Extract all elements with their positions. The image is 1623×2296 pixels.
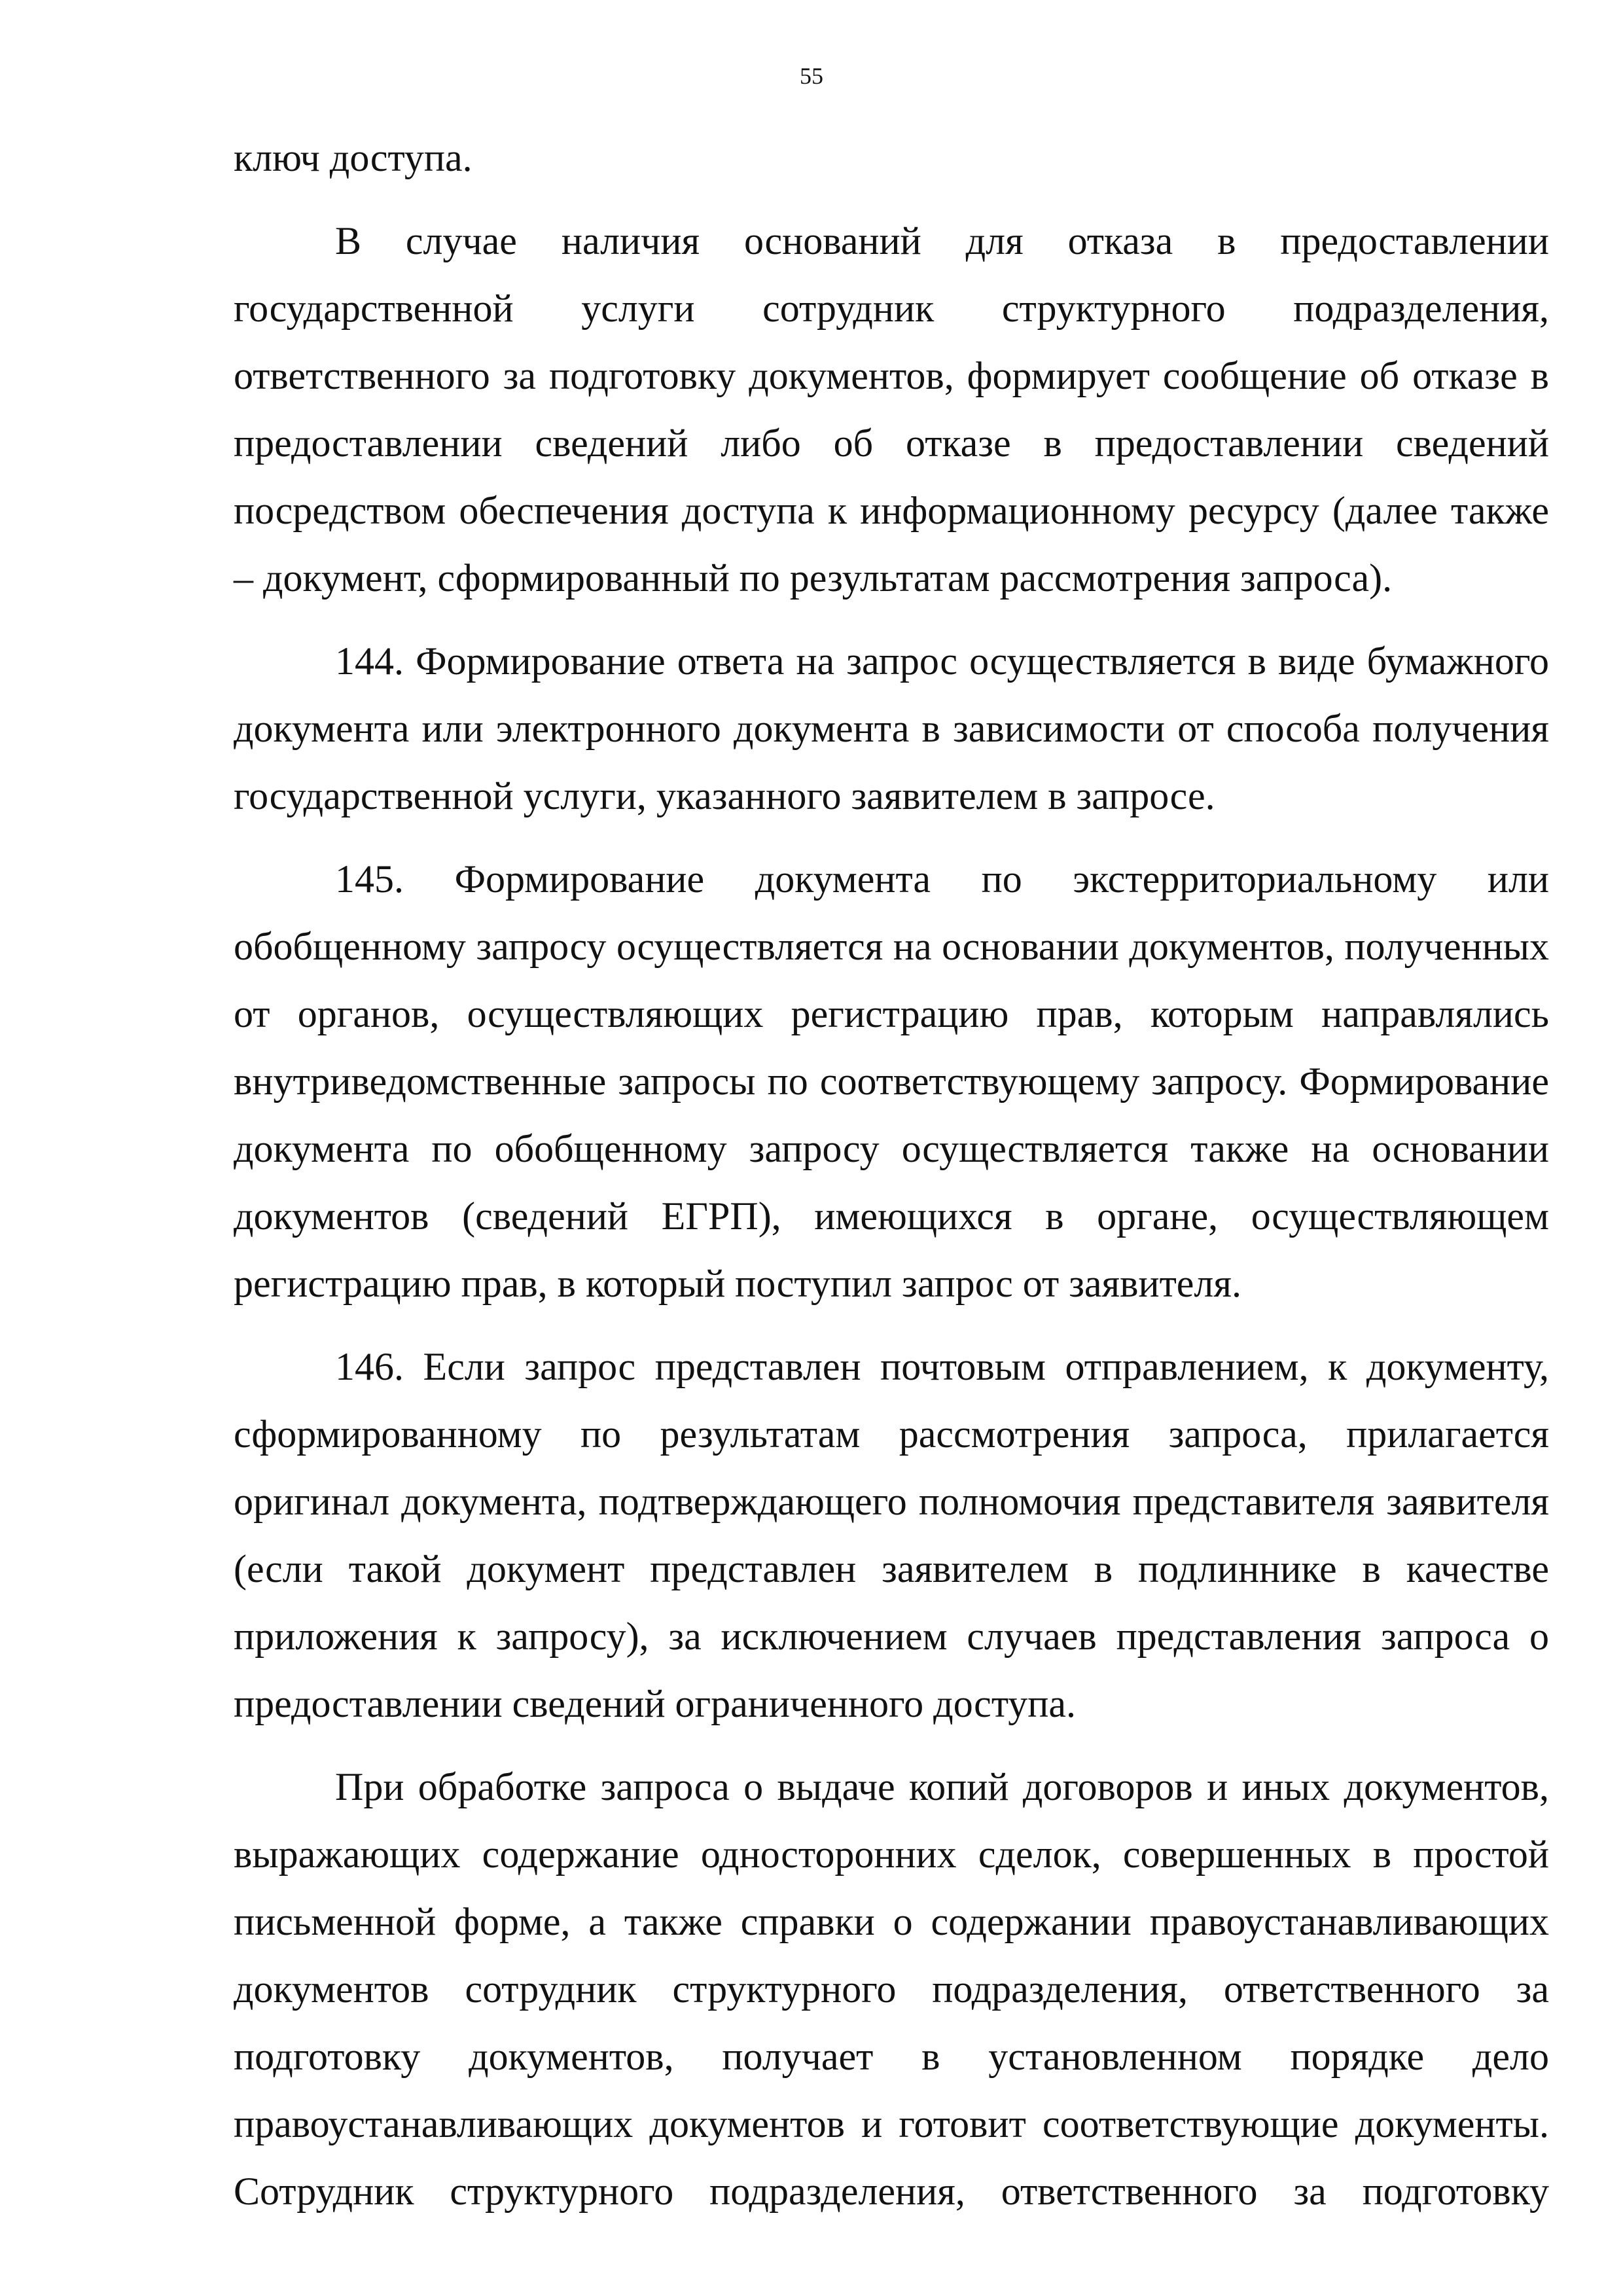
paragraph-145: 145. Формирование документа по экстерриториальному или обобщенному запросу осуществляется на основании документов, полученных от органов, осуществляющих регистрацию прав, которым направлялись внутриведомственные запросы по соответствующему запросу. Формирование документа по обобщенному запросу осуществляется также на основании документов (сведений ЕГРП), имеющихся в органе, осуществляющем регистрацию прав, в который поступил запрос от заявителя. — [234, 857, 1549, 1305]
paragraph-144: 144. Формирование ответа на запрос осуществляется в виде бумажного документа или электронного документа в зависимости от способа получения государственной услуги, указанного заявителем в запросе. — [234, 639, 1549, 817]
paragraph-refusal: В случае наличия оснований для отказа в предоставлении государственной услуги сотрудник структурного подразделения, ответственного за подготовку документов, формирует сообщение об отказе в предоставлении сведений либо об отказе в предоставлении сведений посредством обеспечения доступа к информационному ресурсу (далее также – документ, сформированный по результатам рассмотрения запроса). — [234, 219, 1549, 600]
page-number: 55 — [800, 63, 823, 89]
paragraph-copies-processing: При обработке запроса о выдаче копий договоров и иных документов, выражающих содержание односторонних сделок, совершенных в простой письменной форме, а также справки о содержании правоустанавливающих документов сотрудник структурного подразделения, ответственного за подготовку документов, получает в установленном порядке дело правоустанавливающих документов и готовит соответствующие документы. Сотрудник структурного подразделения, ответственного за подготовку — [234, 1765, 1549, 2213]
document-body — [234, 124, 1549, 2225]
paragraph-146: 146. Если запрос представлен почтовым отправлением, к документу, сформированному по результатам рассмотрения запроса, прилагается оригинал документа, подтверждающего полномочия представителя заявителя (если такой документ представлен заявителем в подлиннике в качестве приложения к запросу), за исключением случаев представления запроса о предоставлении сведений ограниченного доступа. — [234, 1345, 1549, 1725]
paragraph-continuation: ключ доступа. — [234, 136, 473, 179]
